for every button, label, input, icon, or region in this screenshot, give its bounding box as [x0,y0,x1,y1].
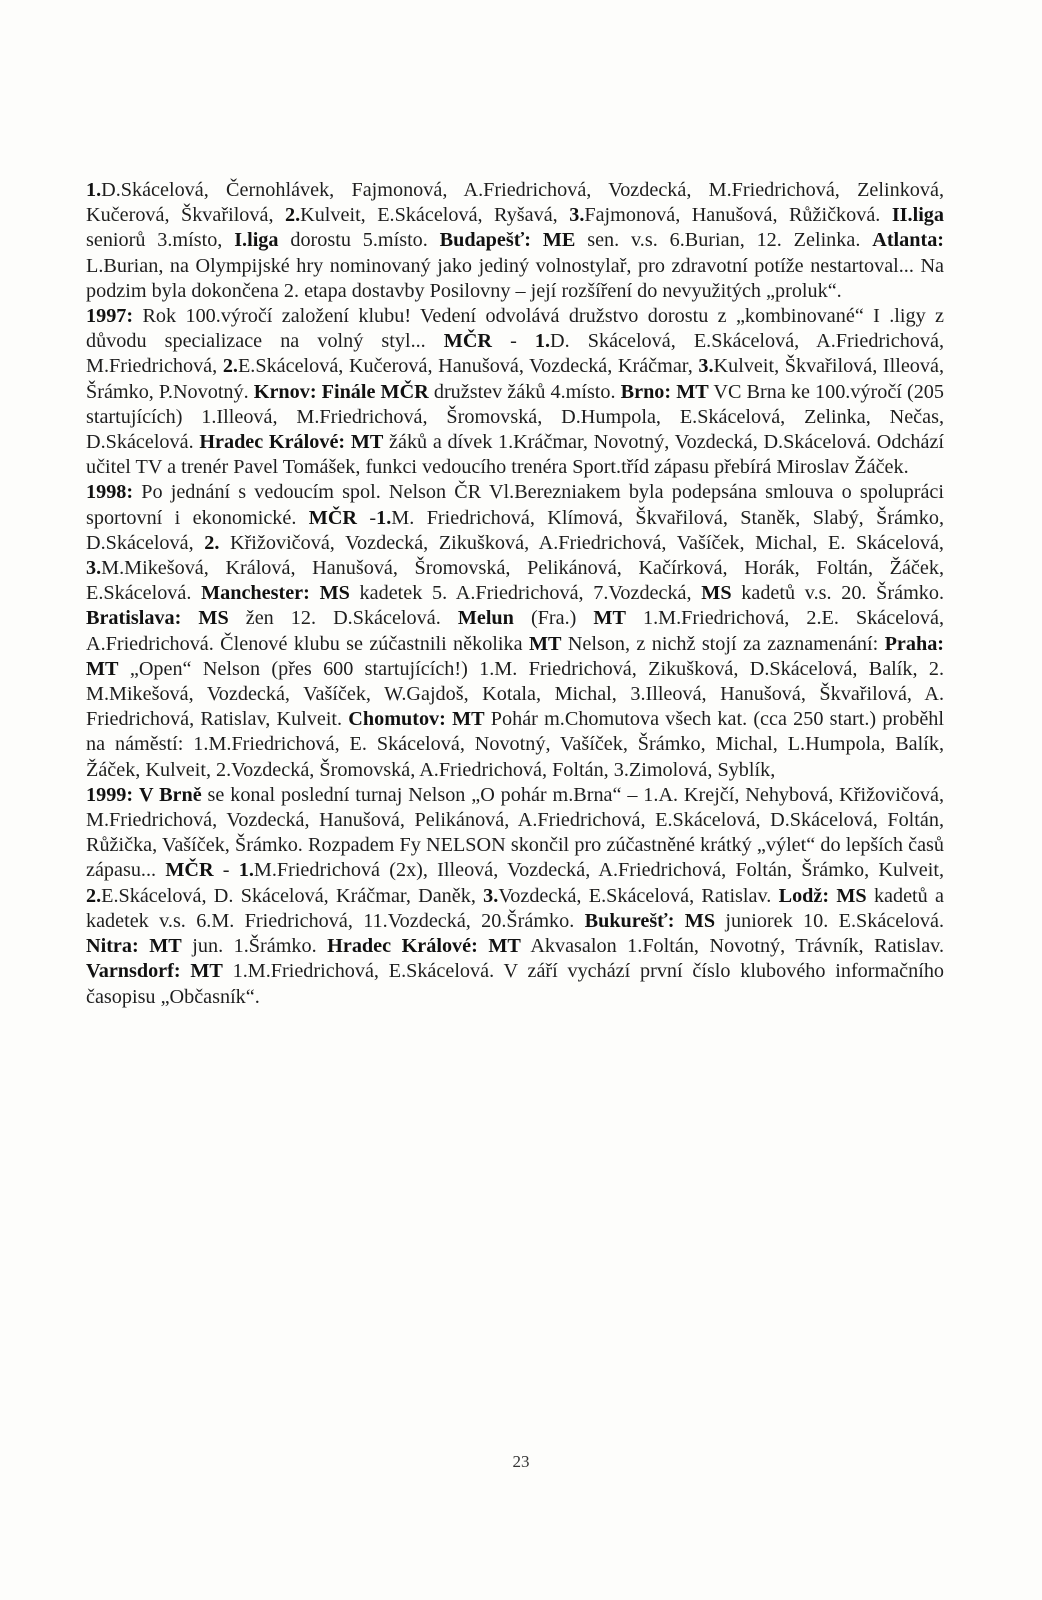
paragraph [86,480,944,782]
text-run: Kulveit, Škvařilová, Illeová, Šrámko, P.Novotný. [86,355,944,403]
bold-run: MS [684,909,716,932]
text-run: 1.M.Friedrichová, E.Skácelová. V září vychází první číslo klubového informačního časopisu „Občasník“. [86,960,945,1008]
paragraph [86,178,944,304]
bold-run: 2. [284,204,301,227]
text-run: Akvasalon 1.Foltán, Novotný, Trávník, Ratislav. [520,935,945,958]
text-run: se konal poslední turnaj Nelson „O pohár m.Brna“ – 1.A. Krejčí, Nehybová, Křižovičová, M.Friedrichová, Vozdecká, Hanušová, Pelikánová, A.Friedrichová, E.Skácelová, D.Skácelová, Foltán, Růžička, Vašíček, Šrámko. Rozpadem Fy NELSON skončil pro zúčastněné krátký „výlet“ do lepších časů zápasu... [86,783,944,882]
bold-run: V Brně [138,783,202,806]
bold-run: 1998: [86,481,134,504]
bold-run: 1. [86,179,102,201]
text-run: družstev žáků 4.místo. [428,380,621,403]
text-run: Rok 100.výročí založení klubu! Vedení odvolává družstvo dorostu z „kombinované“ I .ligy z důvodu specializace na volný styl... [86,305,944,353]
bold-run: Atlanta: [872,229,945,252]
bold-run: MT [488,935,521,958]
bold-run: Finále MČR [321,380,429,403]
text-run [531,229,543,251]
text-run: VC Brna ke 100.výročí (205 startujících) 1.Illeová, M.Friedrichová, Šromovská, D.Humpola, E.Skácelová, Zelinka, Nečas, D.Skácelová. [86,380,944,454]
bold-run: MT [528,632,562,655]
text-run [478,935,489,957]
text-run: M.Friedrichová (2x), Illeová, Vozdecká, A.Friedrichová, Foltán, Šrámko, Kulveit, [253,859,944,882]
bold-run: MS [198,607,229,630]
text-run: kadetů a kadetek v.s. 6.M. Friedrichová, 11.Vozdecká, 20.Šrámko. [86,884,945,932]
bold-run: MT [149,935,182,958]
text-run: žáků a dívek 1.Kráčmar, Novotný, Vozdecká, D.Skácelová. Odchází učitel TV a trenér Pavel Tomášek, funkci vedoucího trenéra Sport.tříd zápasu přebírá Miroslav Žáček. [86,431,945,479]
bold-run: Lodž: [778,884,830,907]
text-run: Kulveit, E.Skácelová, Ryšavá, [300,204,570,227]
bold-run: I.liga [234,229,279,252]
text-run: seniorů 3.místo, [86,229,235,252]
bold-run: MT [86,657,119,680]
bold-run: MT [452,708,485,731]
bold-run: 3. [698,355,714,378]
text-run: Nelson, z nichž stojí za zaznamenání: [561,632,885,655]
bold-run: Melun [457,607,514,630]
text-run: - [357,506,377,529]
text-run: D. Skácelová, E.Skácelová, A.Friedrichová, M.Friedrichová, [86,330,944,378]
text-run: E.Skácelová, D. Skácelová, Kráčmar, Daněk, [101,884,484,907]
paragraph [86,304,944,480]
bold-run: 3. [86,557,102,580]
text-run: Vozdecká, E.Skácelová, Ratislav. [498,884,779,907]
text-run: D.Skácelová, Černohlávek, Fajmonová, A.Friedrichová, Vozdecká, M.Friedrichová, Zelinková, Kučerová, Škvařilová, [86,179,944,227]
bold-run: 1997: [86,305,134,328]
bold-run: Budapešť: [439,229,531,252]
text-run: kadetů v.s. 20. Šrámko. [731,582,945,605]
bold-run: Brno: [620,380,672,403]
text-run: 1.M.Friedrichová, 2.E. Skácelová, A.Friedrichová. Členové klubu se zúčastnili několika [86,607,944,655]
bold-run: 2. [204,531,220,554]
bold-run: 1. [534,330,551,353]
text-run: L.Burian, na Olympijské hry nominovaný jako jediný volnostylař, pro zdravotní potíže nestartoval... Na podzim byla dokončena 2. etapa dostavby Posilovny – její rozšíření do nevyužitých „proluk“. [86,254,944,302]
page-text-column [86,178,944,1010]
bold-run: MT [676,380,709,403]
bold-run: 3. [569,204,585,227]
bold-run: MČR [308,506,358,529]
text-run: E.Skácelová, Kučerová, Hanušová, Vozdecká, Kráčmar, [237,355,699,378]
bold-run: MS [701,582,732,605]
bold-run: Bratislava: [86,607,182,630]
text-run: Křižovičová, Vozdecká, Zikušková, A.Friedrichová, Vašíček, Michal, E. Skácelová, [219,531,944,554]
text-run: - [492,330,535,353]
bold-run: 2. [222,355,238,378]
text-run: juniorek 10. E.Skácelová. [715,909,945,932]
text-run: Fajmonová, Hanušová, Růžičková. [584,204,892,227]
bold-run: 1999: [86,783,134,806]
text-run: kadetek 5. A.Friedrichová, 7.Vozdecká, [349,582,702,605]
text-run: Pohár m.Chomutova všech kat. (cca 250 start.) proběhl na náměstí: 1.M.Friedrichová, E. Skácelová, Novotný, Vašíček, Šrámko, Michal, L.Humpola, Balík, Žáček, Kulveit, 2.Vozdecká, Šromovská, A.Friedrichová, Foltán, 3.Zimolová, Syblík, [86,708,944,781]
bold-run: Nitra: [86,935,139,958]
text-run: (Fra.) [513,607,594,630]
bold-run: 3. [483,884,499,907]
bold-run: II.liga [891,204,944,227]
bold-run: MČR [443,330,493,353]
text-run: M.Mikešová, Králová, Hanušová, Šromovská, Pelikánová, Kačírková, Horák, Foltán, Žáček, E.Skácelová. [86,557,944,605]
bold-run: Bukurešť: [584,909,675,932]
text-run: žen 12. D.Skácelová. [228,607,458,630]
bold-run: MČR [165,859,214,882]
bold-run: Hradec Králové: [327,935,478,958]
bold-run: MT [190,960,223,983]
bold-run: 2. [86,884,102,907]
bold-run: 1. [376,506,392,529]
text-run [181,960,191,982]
text-run: „Open“ Nelson (přes 600 startujících!) 1.M. Friedrichová, Zikušková, D.Skácelová, Balík, 2. M.Mikešová, Vozdecká, Vašíček, W.Gajdoš, Kotala, Michal, 3.Illeová, Hanušová, Škvařilová, A. Friedrichová, Ratislav, Kulveit. [86,657,944,731]
text-run [181,607,198,629]
text-run [674,910,684,932]
text-run [139,935,150,957]
bold-run: Hradec Králové: [199,431,346,454]
text-run [310,582,320,604]
bold-run: MS [836,884,867,907]
text-run: sen. v.s. 6.Burian, 12. Zelinka. [575,229,873,252]
text-run: Po jednání s vedoucím spol. Nelson ČR Vl.Berezniakem byla podepsána smlouva o spolupráci sportovní i ekonomické. [86,481,944,529]
page-number: 23 [512,1452,530,1471]
paragraph [86,783,944,1010]
text-run: jun. 1.Šrámko. [181,935,328,958]
text-run: M. Friedrichová, Klímová, Škvařilová, Staněk, Slabý, Šrámko, D.Skácelová, [86,506,944,554]
bold-run: MT [350,431,384,454]
bold-run: ME [542,229,576,252]
bold-run: MT [593,607,626,630]
bold-run: Praha: [884,632,945,655]
bold-run: 1. [238,859,254,882]
bold-run: Manchester: [201,582,310,605]
bold-run: Varnsdorf: [86,960,181,983]
text-run: dorostu 5.místo. [278,229,440,252]
bold-run: MS [319,582,350,605]
text-run: - [213,859,239,882]
bold-run: Krnov: [253,380,317,403]
bold-run: Chomutov: [348,708,446,731]
